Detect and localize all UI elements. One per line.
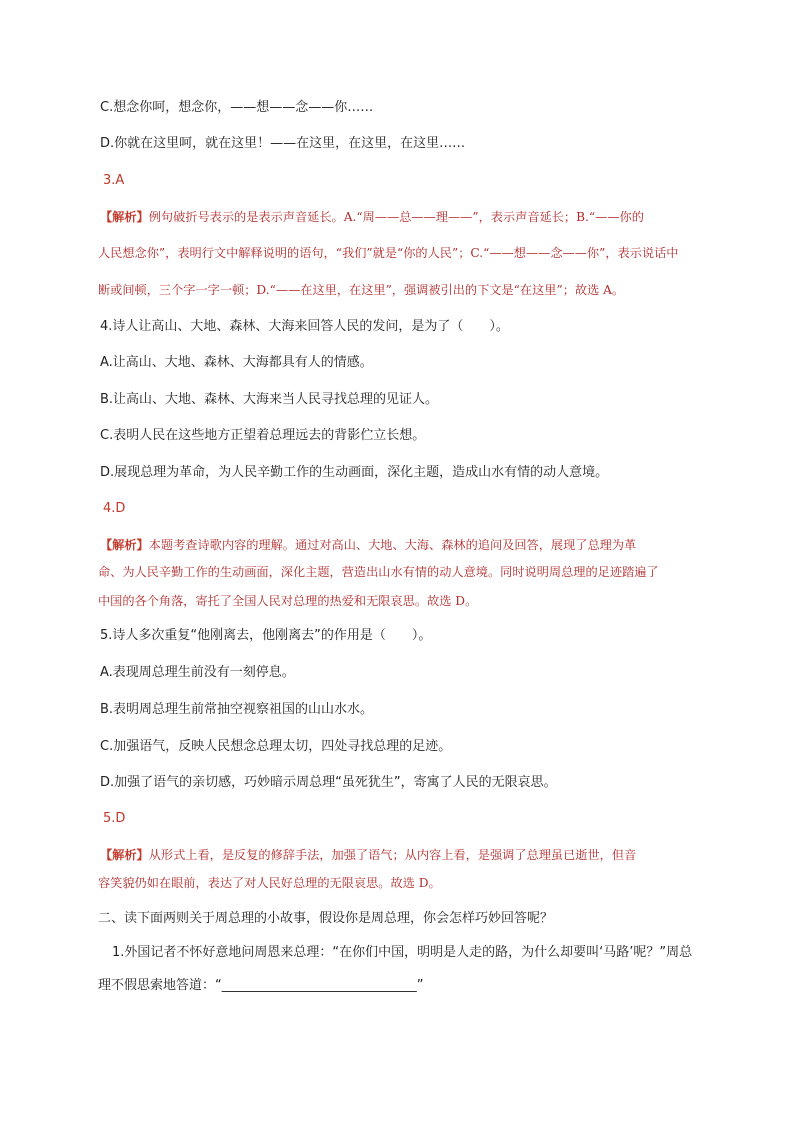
analysis-tag: 【解析】 (100, 538, 149, 552)
q3-analysis-line-2: 人民想念你”，表明行文中解释说明的语句，“我们”就是“你的人民”；C.“——想——念——你”，表示说话中 (98, 246, 679, 260)
q4-option-c: C.表明人民在这些地方正望着总理远去的背影伫立长想。 (100, 428, 426, 443)
q2-option-d: D.你就在这里呵，就在这里！——在这里，在这里，在这里…… (100, 136, 466, 151)
q3-answer: 3.A (103, 173, 125, 188)
q5-analysis-line-2: 容笑貌仍如在眼前，表达了对人民好总理的无限哀思。故选 D。 (98, 876, 441, 890)
q5-option-c: C.加强语气，反映人民想念总理太切，四处寻找总理的足迹。 (100, 739, 452, 754)
q4-answer: 4.D (103, 501, 126, 516)
analysis-tag: 【解析】 (100, 848, 149, 862)
q4-analysis-line-3: 中国的各个角落，寄托了全国人民对总理的热爱和无限哀思。故选 D。 (98, 594, 478, 608)
q3-analysis-line-3: 断或间顿，三个字一字一顿；D.“——在这里，在这里”，强调被引出的下文是“在这里”；故选 A。 (98, 283, 625, 297)
q3-analysis-line-1: 【解析】例句破折号表示的是表示声音延长。A.“周——总——理——”，表示声音延长；B.“——你的 (100, 210, 644, 224)
analysis-tag: 【解析】 (100, 210, 149, 224)
q4-option-b: B.让高山、大地、森林、大海来当人民寻找总理的见证人。 (100, 392, 439, 407)
q4-option-d: D.展现总理为革命，为人民辛勤工作的生动画面，深化主题，造成山水有情的动人意境。 (100, 465, 609, 480)
q5-analysis-line-1: 【解析】从形式上看，是反复的修辞手法，加强了语气；从内容上看，是强调了总理虽已逝世，但音 (100, 848, 637, 862)
q5-option-a: A.表现周总理生前没有一刻停息。 (100, 665, 295, 680)
q5-question: 5.诗人多次重复“他刚离去，他刚离去”的作用是（ ）。 (100, 628, 432, 643)
q5-option-d: D.加强了语气的亲切感，巧妙暗示周总理“虽死犹生”，寄寓了人民的无限哀思。 (100, 775, 557, 790)
q4-analysis-line-1: 【解析】本题考查诗歌内容的理解。通过对高山、大地、大海、森林的追问及回答，展现了总理为革 (100, 538, 637, 552)
q5-answer: 5.D (103, 811, 126, 826)
section-2-item-1-line-2: 理不假思索地答道：“______________________________” (98, 978, 424, 993)
q2-option-c: C.想念你呵，想念你，——想——念——你…… (100, 100, 374, 115)
q4-option-a: A.让高山、大地、森林、大海都具有人的情感。 (100, 355, 373, 370)
q5-option-b: B.表明周总理生前常抽空视察祖国的山山水水。 (100, 702, 374, 717)
q4-analysis-line-2: 命、为人民辛勤工作的生动画面，深化主题，营造出山水有情的动人意境。同时说明周总理的足迹踏遍了 (98, 565, 659, 579)
q4-question: 4.诗人让高山、大地、森林、大海来回答人民的发问，是为了（ ）。 (100, 319, 509, 334)
section-2-item-1-line-1: 1.外国记者不怀好意地问周恩来总理：“在你们中国，明明是人走的路，为什么却要叫‘马路’呢？”周总 (112, 945, 693, 960)
section-2-title: 二、读下面两则关于周总理的小故事，假设你是周总理，你会怎样巧妙回答呢？ (98, 911, 554, 926)
